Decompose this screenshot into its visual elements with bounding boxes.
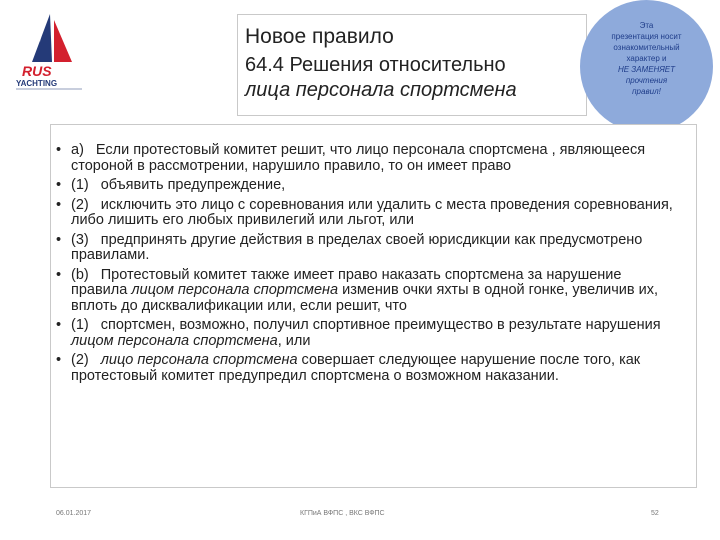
item-term: лицом персонала спортсмена [131,282,339,298]
bullet-icon: • [56,142,62,158]
notice-line: презентация носит [611,32,682,41]
item-label: (3) [71,231,89,248]
list-item [56,143,676,174]
bullet-icon: • [56,352,62,368]
item-label: a) [71,142,84,158]
item-label: (2) [71,352,89,368]
bullet-icon: • [56,196,62,213]
item-text: объявить предупреждение, [100,177,286,193]
notice-line: правил! [632,87,661,96]
page-title: Новое правило [245,25,394,48]
list-item [56,353,676,384]
subtitle-line-1: 64.4 Решения относительно [245,54,506,76]
item-label: (1) [71,177,89,193]
item-label: (1) [71,317,89,333]
notice-line: прочтения [625,76,668,85]
footer-organization: КГПиА ВФПС , ВКС ВФПС [300,510,385,517]
page-number: 52 [651,510,659,517]
item-term: лицо персонала спортсмена [100,352,298,368]
list-item [56,198,676,229]
bullet-icon: • [56,266,62,283]
subtitle-line-2: лица персонала спортсмена [245,79,517,101]
item-text: исключить это лицо с соревнования или удалить с места проведения соревнования, либо лишить его любых привилегий или льгот, или [71,196,673,228]
logo-rus-text: RUS [22,63,52,79]
list-item [56,268,676,315]
item-label: (b) [71,266,89,283]
item-text: Если протестовый комитет решит, что лицо персонала спортсмена , являющееся стороной в рассмотрении, нарушило правило, то он имеет право [71,142,646,174]
notice-line: характер и [626,54,667,63]
item-term: лицом персонала спортсмена [71,332,278,349]
item-label: (2) [71,196,89,213]
rus-yachting-logo [8,12,90,92]
bullet-icon: • [56,317,62,333]
notice-line: ознакомительный [613,43,680,52]
item-text: совершает следующее нарушение после того, как протестовый комитет предупредил спортсмена о возможном наказании. [71,352,641,384]
sail-logo-icon [8,12,90,92]
list-item [56,318,676,349]
item-text: Протестовый комитет также имеет право наказать спортсмена за нарушение правила [71,266,622,298]
item-text: спортсмен, возможно, получил спортивное преимущество в результате нарушения [100,317,661,333]
item-text: изменив очки яхты в одной гонке, увеличив их, вплоть до дисквалификации или, если решит, что [71,282,659,314]
list-item [56,178,676,194]
rule-text-list [56,143,676,388]
bullet-icon: • [56,231,62,248]
page-subtitle [245,53,517,103]
footer-date: 06.01.2017 [56,510,92,517]
item-text: предпринять другие действия в пределах своей юрисдикции как предусмотрено правилами. [71,231,643,263]
list-item [56,233,676,264]
logo-yachting-text: YACHTING [16,79,58,88]
disclaimer-badge [580,0,713,133]
item-text: , или [277,332,311,349]
bullet-icon: • [56,177,62,193]
notice-line: НЕ ЗАМЕНЯЕТ [617,65,676,74]
notice-line: Эта [639,21,654,30]
